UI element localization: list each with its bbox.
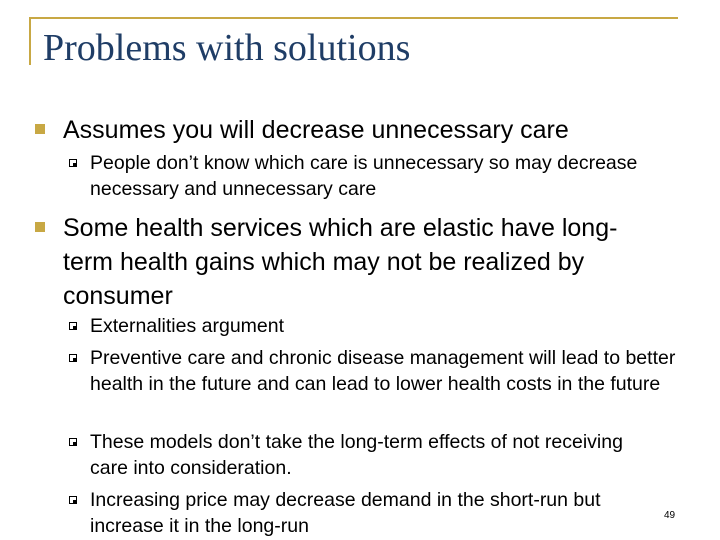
sub-bullet-text: Increasing price may decrease demand in the short-run but increase it in the long-run xyxy=(90,489,601,537)
checkbox-bullet-icon xyxy=(69,438,77,446)
sub-bullet-text: People don’t know which care is unnecessary so may decrease necessary and unnecessary care xyxy=(90,152,638,200)
slide-title: Problems with solutions xyxy=(43,27,411,69)
square-bullet-icon xyxy=(35,222,45,232)
checkbox-bullet-icon xyxy=(69,159,77,167)
bullet-text: Some health services which are elastic have long-term health gains which may not be realized by consumer xyxy=(63,214,618,310)
bullet-text: Assumes you will decrease unnecessary care xyxy=(63,116,569,144)
title-frame-left-border xyxy=(29,17,31,65)
checkbox-bullet-icon xyxy=(69,496,77,504)
checkbox-bullet-icon xyxy=(69,322,77,330)
sub-bullet-text: These models don’t take the long-term effects of not receiving care into consideration. xyxy=(90,431,623,479)
checkbox-bullet-icon xyxy=(69,354,77,362)
square-bullet-icon xyxy=(35,124,45,134)
page-number: 49 xyxy=(664,510,676,521)
sub-bullet-text: Preventive care and chronic disease management will lead to better health in the future and can lead to lower health costs in the future xyxy=(90,347,676,395)
sub-bullet-text: Externalities argument xyxy=(90,315,285,337)
title-frame-top-border xyxy=(29,17,678,19)
